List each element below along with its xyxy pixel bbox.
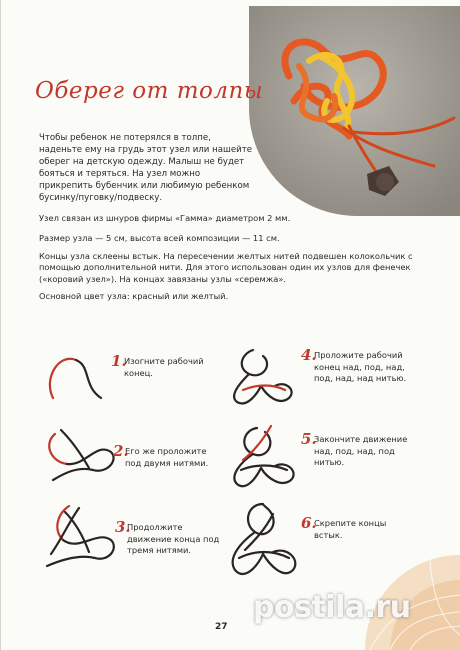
step-2-number: 2. — [113, 442, 129, 460]
step-4-text: Проложите рабочий конец над, под, над, под, над, над нитью. — [314, 350, 407, 383]
step-5-number: 5. — [301, 430, 317, 448]
step-6-diagram — [223, 500, 303, 584]
page-number: 27 — [215, 622, 228, 632]
step-5-diagram — [223, 422, 299, 492]
ends-info-text: Концы узла склеены встык. На пересечении желтых нитей подвешен колокольчик с помощью дополнительной нити. Для этого использован один их узлов для фенечек («коровий узел»). На концах завязаны узлы «серемжа». — [39, 251, 413, 284]
intro-paragraph: Чтобы ребенок не потерялся в толпе, наденьте ему на грудь этот узел или нашейте оберег на детскую одежду. Малыш не будет бояться и теряться. На узел можно прикрепить бубенчик или любимую ребенком бусинку/пуговку/подвеску. — [39, 133, 253, 203]
step-2-text: Его же проложите под двумя нитями. — [125, 446, 209, 468]
color-info-text: Основной цвет узла: красный или желтый. — [39, 291, 229, 301]
cord-info-text: Узел связан из шнуров фирмы «Гамма» диаметром 2 мм. — [39, 213, 291, 223]
step-4-diagram — [223, 344, 299, 410]
knot-photo — [249, 6, 460, 216]
step-1-text: Изогните рабочий конец. — [124, 356, 204, 378]
step-3-diagram — [39, 500, 119, 572]
page-title: Оберег от толпы — [35, 78, 264, 104]
step-3-text: Продолжите движение конца под тремя нитями. — [127, 522, 220, 555]
step-1-diagram — [41, 348, 111, 408]
step-3-number: 3. — [115, 518, 131, 536]
step-4-number: 4. — [301, 346, 317, 364]
size-info-text: Размер узла — 5 см, высота всей композиции — 11 см. — [39, 233, 280, 243]
step-6-text: Скрепите концы встык. — [314, 518, 387, 540]
step-2-diagram — [41, 422, 119, 484]
step-5-text: Закончите движение над, под, над, под нитью. — [314, 434, 408, 467]
step-1-number: 1. — [111, 352, 127, 370]
step-6-number: 6. — [301, 514, 317, 532]
watermark-text: postila.ru — [253, 590, 411, 625]
